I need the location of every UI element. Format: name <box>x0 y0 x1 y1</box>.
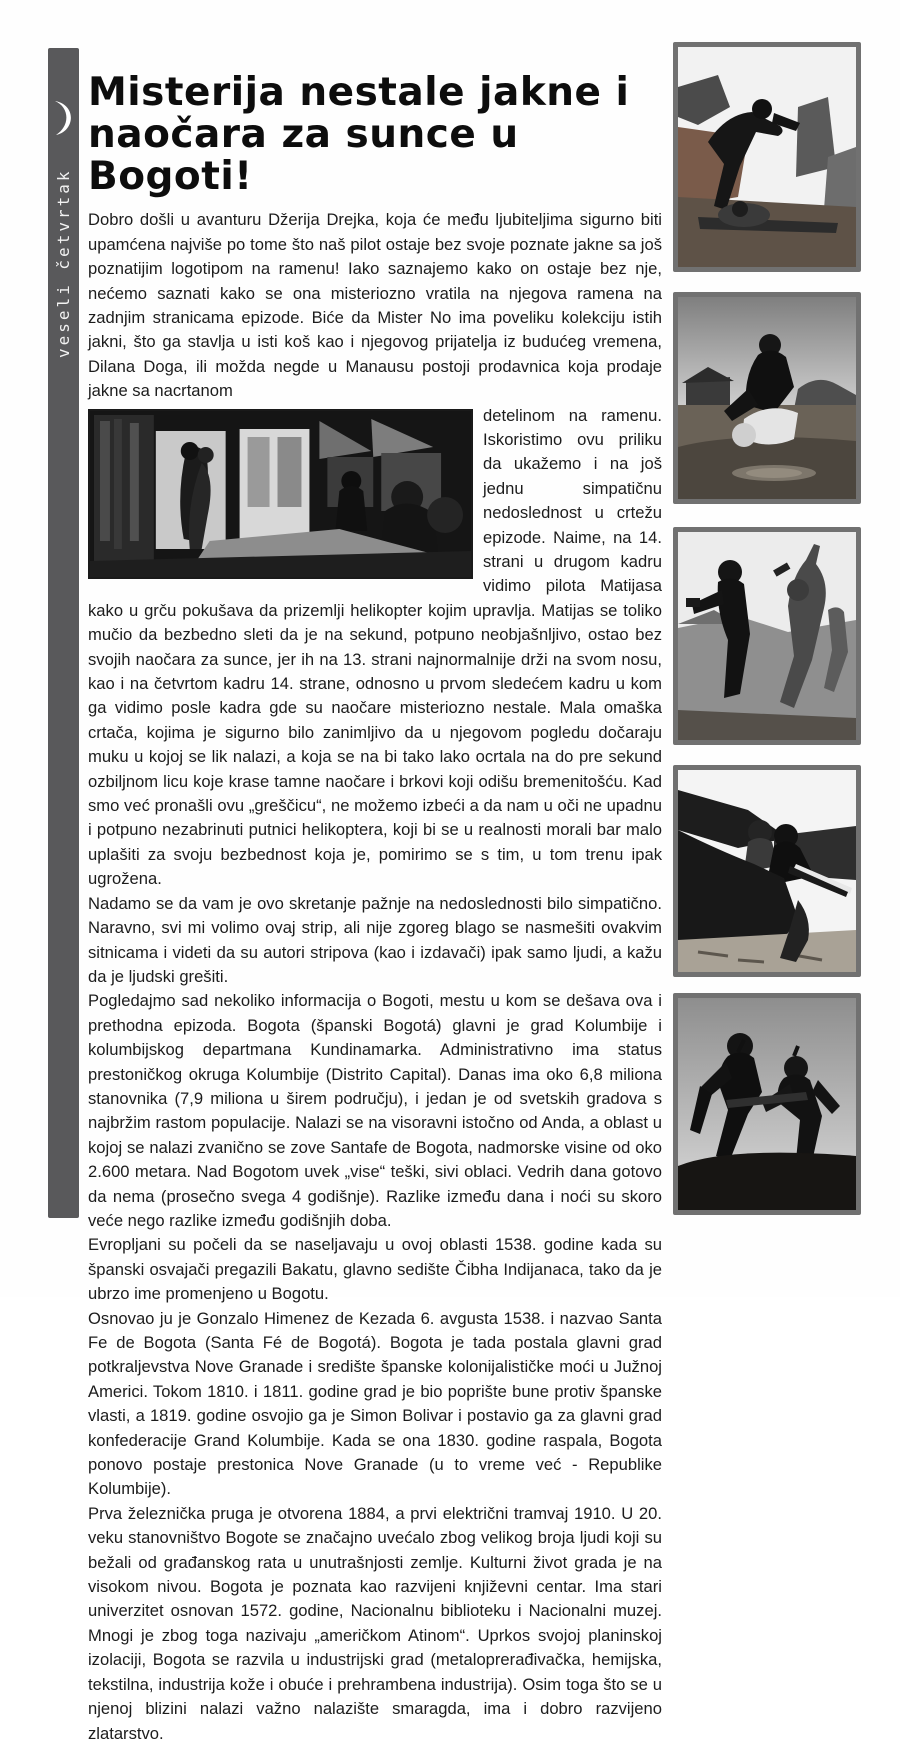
panel-illustration <box>678 532 856 740</box>
paragraph-intro: Dobro došli u avanturu Džerija Drejka, koja će među ljubiteljima sigurno biti upamćena najviše po tome što naš pilot ostaje bez svoje poznate jakne sa još poznatijim logotipom na ramenu! Iako saznajemo kako on ostaje bez nje, nećemo saznati kako se ona misteriozno vratila na njegova ramena na zadnjim stranicama epizode. Biće da Mister No ima poveliku kolekciju istih jakni, što ga stavlja u isti koš kao i njegovog prijatelja iz budućeg vremena, Dilana Doga, ili možda negde u Manausu postoji prodavnica koja prodaje jakne sa nacrtanom <box>88 210 662 401</box>
comic-panel-gunfight <box>673 527 861 745</box>
publisher-sidebar <box>48 48 79 1218</box>
inline-comic-panel <box>88 409 473 579</box>
article <box>88 72 662 1746</box>
comic-panel-riverbank <box>673 292 861 504</box>
panel-illustration <box>678 297 856 499</box>
paragraph-colonial-history: Osnovao ju je Gonzalo Himenez de Kezada 6. avgusta 1538. i nazvao Santa Fe de Bogota (Santa Fé de Bogotá). Bogota je tada postala glavni grad potkraljevstva Nove Granade i središte španske kolonijalističke moći u Južnoj Americi. Tokom 1810. i 1811. godine grad je bio poprište bune protiv španske vlasti, a 1819. godine osvojio ga je Simon Bolivar i postavio ga za glavni grad konfederacije Grand Kolumbije. Kada se ona 1830. godine raspala, Bogota ponovo postaje prestonica Nove Granade (u to vreme već - Republike Kolumbije). <box>88 1308 662 1499</box>
crescent-moon-icon <box>50 98 77 138</box>
article-body <box>88 208 662 1746</box>
panel-illustration <box>678 998 856 1210</box>
comic-panel-chase <box>673 42 861 272</box>
publisher-label: veseli četvrtak <box>54 168 73 358</box>
panel-illustration <box>678 770 856 972</box>
paragraph-inconsistency: detelinom na ramenu. Iskoristimo ovu priliku da ukažemo i na još jednu simpatičnu nedoslednost u crtežu epizode. Naime, na 14. strani u drugom kadru vidimo pilota Matijasa kako u grču pokušava da prizemlji helikopter kojim upravlja. Matijas se toliko mučio da bezbedno sleti da je na sekund, potpuno neobjašnljivo, ostao bez svojih naočara za sunce, jer ih na 13. strani najnormalnije drži na svom nosu, kao i na četvrtom kadru 14. strane, odnosno u prvom sledećem kadru u kom ga vidimo posle kadra gde su naočare misteriozno nestale. Mala omaška crtača, kojima je sigurno bilo zanimljivo da u njegovom pogledu dočaraju muku u kojoj se lik nalazi, a koja se na bi tako lako ocrtala na do pre sekund ozbiljnom licu koje krase tamne naočare i brkovi koji odišu bremenitošću. Kad smo već pronašli ovu „greščicu“, ne možemo izbeći a da nam u oči ne upadnu i potpuno nezabrinuti putnici helikoptera, koji bi se u realnosti morali bar malo uplašiti za svoju bezbednost koja je, pomirimo se s tim, u tom trenu ipak ugrožena. <box>88 405 662 889</box>
street-dance-illustration <box>90 411 471 577</box>
paragraph-with-inline-image <box>88 404 662 892</box>
article-title-line1: Misterija nestale jakne i <box>88 70 630 115</box>
paragraph-remark: Nadamo se da vam je ovo skretanje pažnje na nedoslednosti bilo simpatično. Naravno, svi mi volimo ovaj strip, ali nije zgoreg blago se nasmešiti ovakvim sitnicama i videti da su autori stripova (kao i izdavači) ipak samo ljudi, a kažu da je ljudski grešiti. <box>88 893 662 986</box>
comic-panel-ambush <box>673 765 861 977</box>
article-title <box>88 72 662 198</box>
comic-panel-rifle-struggle <box>673 993 861 1215</box>
paragraph-modern-history: Prva železnička pruga je otvorena 1884, a prvi električni tramvaj 1910. U 20. veku stanovništvo Bogote se značajno uvećalo zbog velikog broja ljudi koji su bežali od građanskog rata u unutrašnjosti zemlje. Kulturni život grada je na visokom nivou. Bogota je poznata kao razvijeni književni centar. Ima stari univerzitet osnovan 1572. godine, Nacionalnu biblioteku i Nacionalni muzej. Mnogi je zbog toga nazivaju „američkom Atinom“. Uprkos svojoj planinskoj izolaciji, Bogota se razvila u industrijski grad (metaloprerađivačka, hemijska, tekstilna, industrija kože i obuće i prehrambena industrija). Osim toga što se u njenoj blizini nalazi važno nalazište smaragda, ima i dobro razvijeno zlatarstvo. <box>88 1503 662 1743</box>
panel-illustration <box>678 47 856 267</box>
paragraph-bogota-facts: Pogledajmo sad nekoliko informacija o Bogoti, mestu u kom se dešava ova i prethodna epizoda. Bogota (španski Bogotá) glavni je grad Kolumbije i kolumbijskog departmana Kundinamarka. Administrativno ima status prestoničkog okruga Kolumbije (Distrito Capital). Danas ima oko 6,8 miliona stanovnika (7,9 miliona u širem području), i jedan je od svetskih gradova s najbržim rastom populacije. Nalazi se na visoravni istočno od Anda, a oblast u kojoj se nalazi zvanično se zove Santafe de Bogota, nadmorske visine od oko 2.600 metara. Nad Bogotom uvek „vise“ teški, sivi oblaci. Vedrih dana gotovo da nema (prosečno svega 4 godišnje). Razlike između dana i noći su skoro veće nego razlike između godišnjih doba. <box>88 991 662 1230</box>
paragraph-settlement-history: Evropljani su počeli da se naseljavaju u ovoj oblasti 1538. godine kada su španski osvajači pregazili Bakatu, glavno sedište Čibha Indijanaca, tako da je ubrzo ime promenjeno u Bogotu. <box>88 1235 662 1304</box>
article-title-line2: naočara za sunce u Bogoti! <box>88 112 519 200</box>
